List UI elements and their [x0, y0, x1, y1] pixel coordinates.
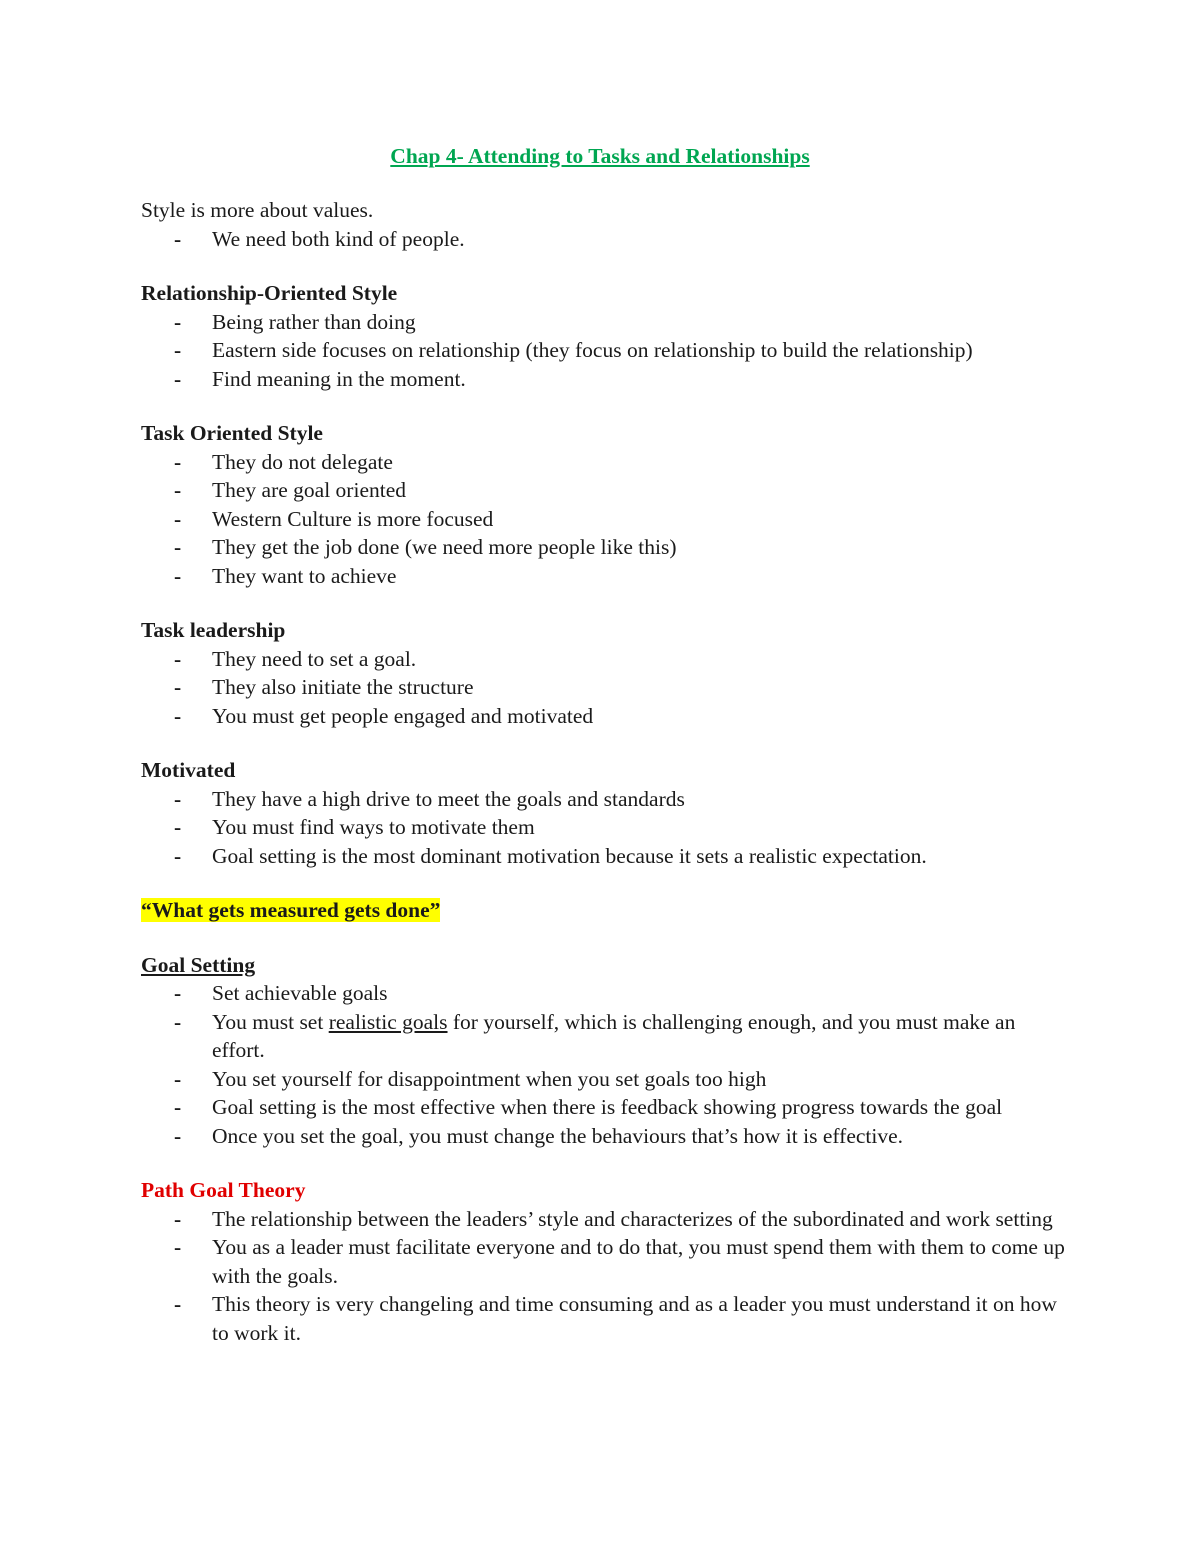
list-item: - They also initiate the structure	[174, 675, 474, 699]
section-heading: Task Oriented Style	[141, 421, 323, 445]
intro-list	[141, 225, 1071, 254]
list-item: - Once you set the goal, you must change the behaviours that’s how it is effective.	[174, 1123, 904, 1148]
list-item: - They need to set a goal.	[174, 646, 417, 671]
section-heading: Motivated	[141, 758, 236, 782]
section-relationship-oriented	[141, 279, 1071, 393]
list-item: - The relationship between the leaders’ style and characterizes of the subordinated and work setting	[174, 1206, 1053, 1231]
list-item: - Set achievable goals	[174, 981, 388, 1005]
list-item: - You set yourself for disappointment when you set goals too high	[174, 1066, 767, 1091]
content-body	[141, 196, 1071, 1347]
list-item: - You must get people engaged and motivated	[174, 703, 594, 728]
list-item: - Find meaning in the moment.	[174, 366, 466, 391]
section-path-goal-theory	[141, 1176, 1071, 1347]
section-heading: Path Goal Theory	[141, 1178, 306, 1202]
list-item: - Goal setting is the most effective when there is feedback showing progress towards the goal	[174, 1095, 1003, 1119]
list-item: - You as a leader must facilitate everyone and to do that, you must spend them with them to come up with the goals.	[174, 1235, 1065, 1288]
section-goal-setting	[141, 951, 1071, 1151]
list-item: - They get the job done (we need more people like this)	[174, 535, 677, 559]
list-item: - Being rather than doing	[174, 309, 416, 334]
list-item: - Goal setting is the most dominant motivation because it sets a realistic expectation.	[174, 843, 927, 868]
page-title: Chap 4- Attending to Tasks and Relationships	[390, 144, 810, 168]
list-item: - They have a high drive to meet the goals and standards	[174, 786, 685, 811]
section-heading: Relationship-Oriented Style	[141, 281, 398, 305]
list-item: - We need both kind of people.	[174, 226, 465, 251]
list-item: - Eastern side focuses on relationship (they focus on relationship to build the relationship)	[174, 338, 973, 362]
section-task-leadership	[141, 616, 1071, 730]
list-item: - They are goal oriented	[174, 478, 407, 502]
highlighted-quote: “What gets measured gets done”	[141, 898, 441, 922]
section-heading: Goal Setting	[141, 952, 256, 977]
underlined-phrase: realistic goals	[328, 1009, 448, 1034]
section-task-oriented	[141, 419, 1071, 590]
list-item: - You must find ways to motivate them	[174, 815, 535, 839]
list-item: - This theory is very changeling and time consuming and as a leader you must understand it on how to work it.	[174, 1292, 1057, 1345]
section-heading: Task leadership	[141, 618, 286, 642]
quote-block	[141, 896, 1071, 925]
list-item: - They want to achieve	[174, 563, 397, 588]
list-item: - They do not delegate	[174, 449, 393, 474]
list-item: - Western Culture is more focused	[174, 506, 494, 531]
intro-text: Style is more about values.	[141, 198, 374, 222]
section-motivated	[141, 756, 1071, 870]
list-item: - You must set realistic goals for yourself, which is challenging enough, and you must make an effort.	[174, 1009, 1016, 1062]
